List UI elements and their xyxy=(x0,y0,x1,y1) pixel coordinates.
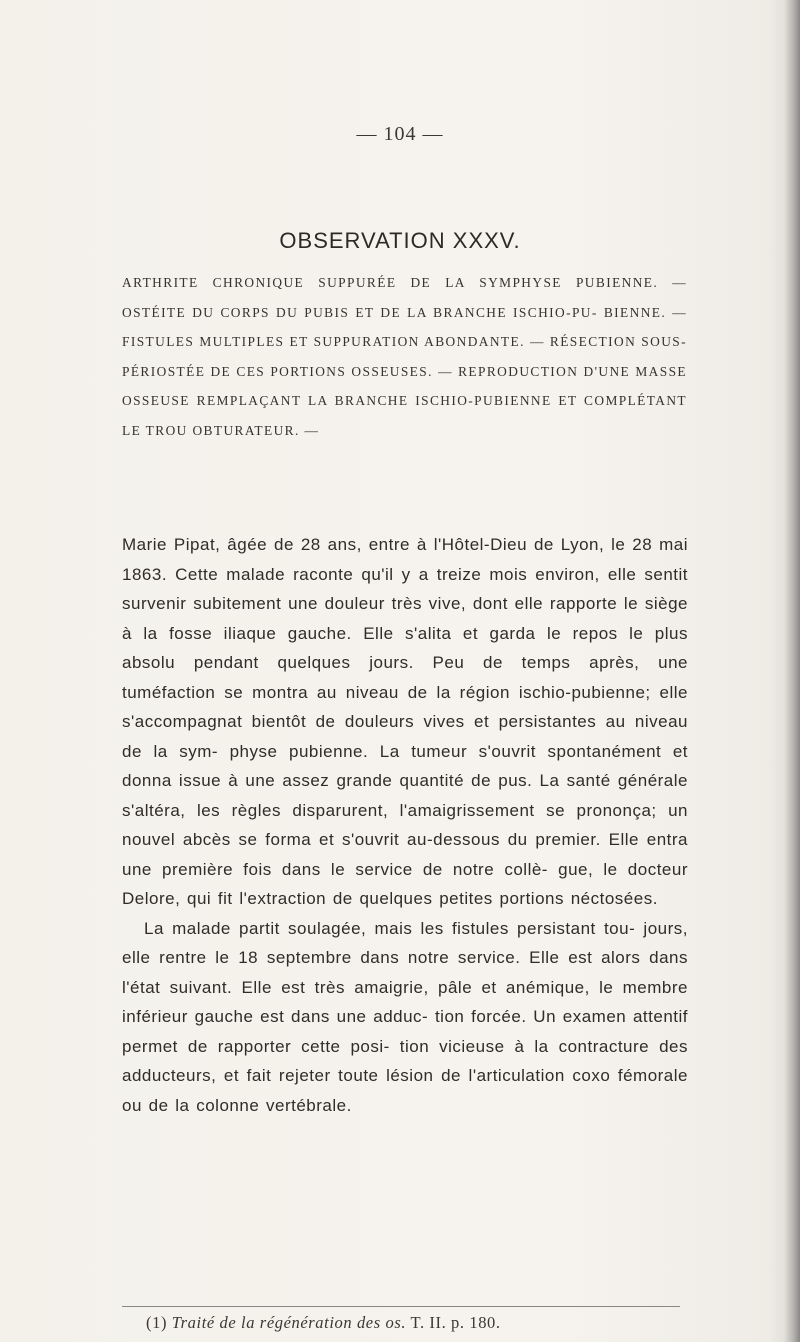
summary-heading xyxy=(122,268,687,446)
paragraph-1: Marie Pipat, âgée de 28 ans, entre à l'Hôtel-Dieu de Lyon, le 28 mai 1863. Cette malade raconte qu'il y a treize mois environ, elle sentit survenir subitement une douleur très vive, dont elle rapporte le siège à la fosse iliaque gauche. Elle s'alita et garda le repos le plus absolu pendant quelques jours. Peu de temps après, une tuméfaction se montra au niveau de la région ischio-pubienne; elle s'accompagnat bientôt de douleurs vives et persistantes au niveau de la sym- physe pubienne. La tumeur s'ouvrit spontanément et donna issue à une assez grande quantité de pus. La santé générale s'altéra, les règles disparurent, l'amaigrissement se prononça; un nouvel abcès se forma et s'ouvrit au-dessous du premier. Elle entra une première fois dans le service de notre collè- gue, le docteur Delore, qui fit l'extraction de quelques petites portions néctosées. xyxy=(122,535,688,908)
page-edge-shadow xyxy=(784,0,800,1342)
footnote xyxy=(146,1313,686,1333)
summary-line-4: RÉSECTION SOUS-PÉRIOSTÉE DE CES PORTIONS OSSEUSES. — xyxy=(122,334,687,379)
footnote-divider xyxy=(122,1306,680,1307)
footnote-marker: (1) xyxy=(146,1313,168,1332)
summary-line-1: ARTHRITE CHRONIQUE SUPPURÉE DE LA SYMPHYSE PUBIENNE. — xyxy=(122,275,687,290)
summary-line-5: REPRODUCTION D'UNE MASSE OSSEUSE REMPLAÇANT LA BRANCHE ISCHIO-PUBIENNE ET COMPLÉTANT LE TROU OBTURATEUR. — xyxy=(122,363,687,438)
paragraph-2: La malade partit soulagée, mais les fistules persistant tou- jours, elle rentre le 18 septembre dans notre service. Elle est alors dans l'état suivant. Elle est très amaigrie, pâle et anémique, le membre inférieur gauche est dans une adduc- tion forcée. Un examen attentif permet de rapporter cette posi- tion vicieuse à la contracture des adducteurs, et fait rejeter toute lésion de l'articulation coxo fémorale ou de la colonne vertébrale. xyxy=(122,918,688,1115)
footnote-reference: T. II. p. 180. xyxy=(410,1313,501,1332)
observation-title: OBSERVATION XXXV. xyxy=(279,228,521,253)
summary-line-3: FISTULES MULTIPLES ET SUPPURATION ABONDANTE. — xyxy=(122,334,550,350)
case-body-text xyxy=(122,530,688,1120)
page-number: — 104 — xyxy=(356,123,444,145)
summary-line-2: OSTÉITE DU CORPS DU PUBIS ET DE LA BRANCHE ISCHIO-PU- BIENNE. — xyxy=(122,304,687,320)
footnote-title: Traité de la régénération des os. xyxy=(171,1313,407,1332)
